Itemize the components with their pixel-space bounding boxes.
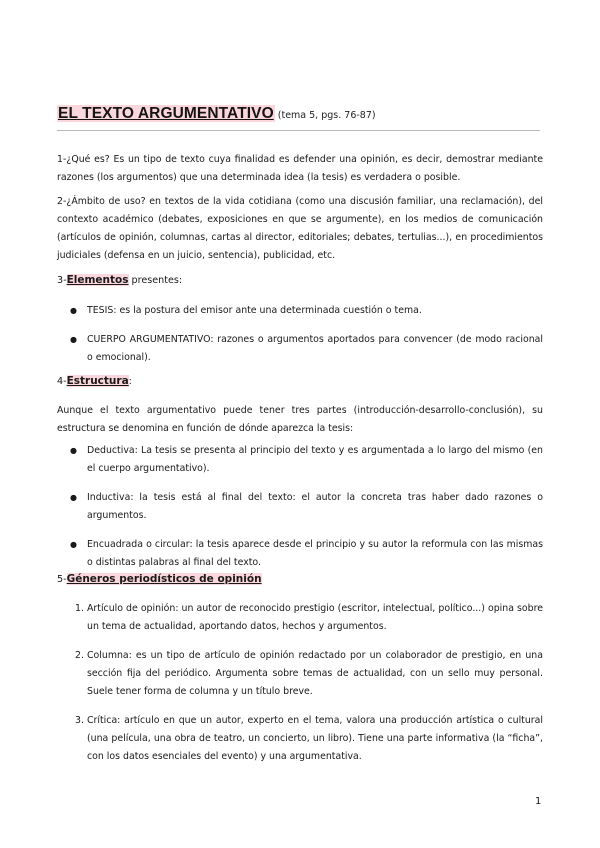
- list-item: ● Deductiva: La tesis se presenta al principio del texto y es argumentada a lo largo del mismo (en el cuerpo argumentativo).: [57, 442, 543, 478]
- estructura-intro-block: [57, 402, 543, 438]
- title-divider: [57, 130, 540, 131]
- list-item-number: 1.: [75, 603, 84, 614]
- section-3: [57, 271, 543, 290]
- page-number: 1: [535, 796, 542, 807]
- section-4-heading: [57, 372, 543, 391]
- generos-list: [57, 600, 543, 766]
- list-item: ● CUERPO ARGUMENTATIVO: razones o argumentos aportados para convencer (de modo racional o emocional).: [57, 331, 543, 367]
- document-title: EL TEXTO ARGUMENTATIVO: [58, 105, 274, 122]
- list-item-number: 3.: [75, 715, 84, 726]
- section-4-number: 4-: [57, 376, 67, 387]
- section-4: [57, 372, 543, 391]
- list-item: [57, 712, 543, 766]
- section-4-rest: :: [128, 376, 132, 387]
- elementos-list: [57, 302, 543, 367]
- estructura-list: [57, 442, 543, 572]
- title-line: [57, 103, 376, 123]
- list-item: [57, 647, 543, 701]
- document-subtitle: (tema 5, pgs. 76-87): [277, 110, 376, 121]
- section-5: [57, 570, 543, 589]
- estructura-intro: Aunque el texto argumentativo puede tener tres partes (introducción-desarrollo-conclusión), su estructura se denomina en función de dónde aparezca la tesis:: [57, 405, 543, 434]
- section-5-label: Géneros periodísticos de opinión: [66, 573, 262, 585]
- section-4-label: Estructura: [66, 375, 129, 387]
- list-item: ● Inductiva: la tesis está al final del texto: el autor la concreta tras haber dado razones o argumentos.: [57, 489, 543, 525]
- section-5-number: 5-: [57, 574, 67, 585]
- list-item-number: 2.: [75, 650, 84, 661]
- list-item-text: Columna: es un tipo de artículo de opinión redactado por un colaborador de prestigio, en una sección fija del periódico. Argumenta sobre temas de actualidad, con un sello muy personal. Suele tener forma de columna y un título breve.: [87, 650, 543, 697]
- section-5-heading: [57, 570, 543, 589]
- q2-paragraph: 2-¿Ámbito de uso? en textos de la vida cotidiana (como una discusión familiar, una reclamación), del contexto académico (debates, exposiciones en que se argumente), en los medios de comunicación (artículos de opinión, columnas, cartas al director, editoriales; debates, tertulias...), en procedimientos judiciales (defensa en un juicio, sentencia), publicidad, etc.: [57, 196, 543, 261]
- section-1: [57, 151, 543, 187]
- list-item: ● TESIS: es la postura del emisor ante una determinada cuestión o tema.: [57, 302, 543, 320]
- section-2: [57, 193, 543, 265]
- section-3-rest: presentes:: [128, 275, 183, 286]
- section-3-label: Elementos: [66, 274, 129, 286]
- list-item-text: Artículo de opinión: un autor de reconocido prestigio (escritor, intelectual, político...) opina sobre un tema de actualidad, aportando datos, hechos y argumentos.: [87, 603, 543, 632]
- section-3-number: 3-: [57, 275, 67, 286]
- list-item: ● Encuadrada o circular: la tesis aparece desde el principio y su autor la reformula con las mismas o distintas palabras al final del texto.: [57, 536, 543, 572]
- section-3-heading: [57, 271, 543, 290]
- q1-paragraph: 1-¿Qué es? Es un tipo de texto cuya finalidad es defender una opinión, es decir, demostrar mediante razones (los argumentos) que una determinada idea (la tesis) es verdadera o posible.: [57, 154, 543, 183]
- list-item-text: Crítica: artículo en que un autor, experto en el tema, valora una producción artística o cultural (una película, una obra de teatro, un concierto, un libro). Tiene una parte informativa (la “ficha”, con los datos esenciales del evento) y una argumentativa.: [87, 715, 543, 762]
- list-item: [57, 600, 543, 636]
